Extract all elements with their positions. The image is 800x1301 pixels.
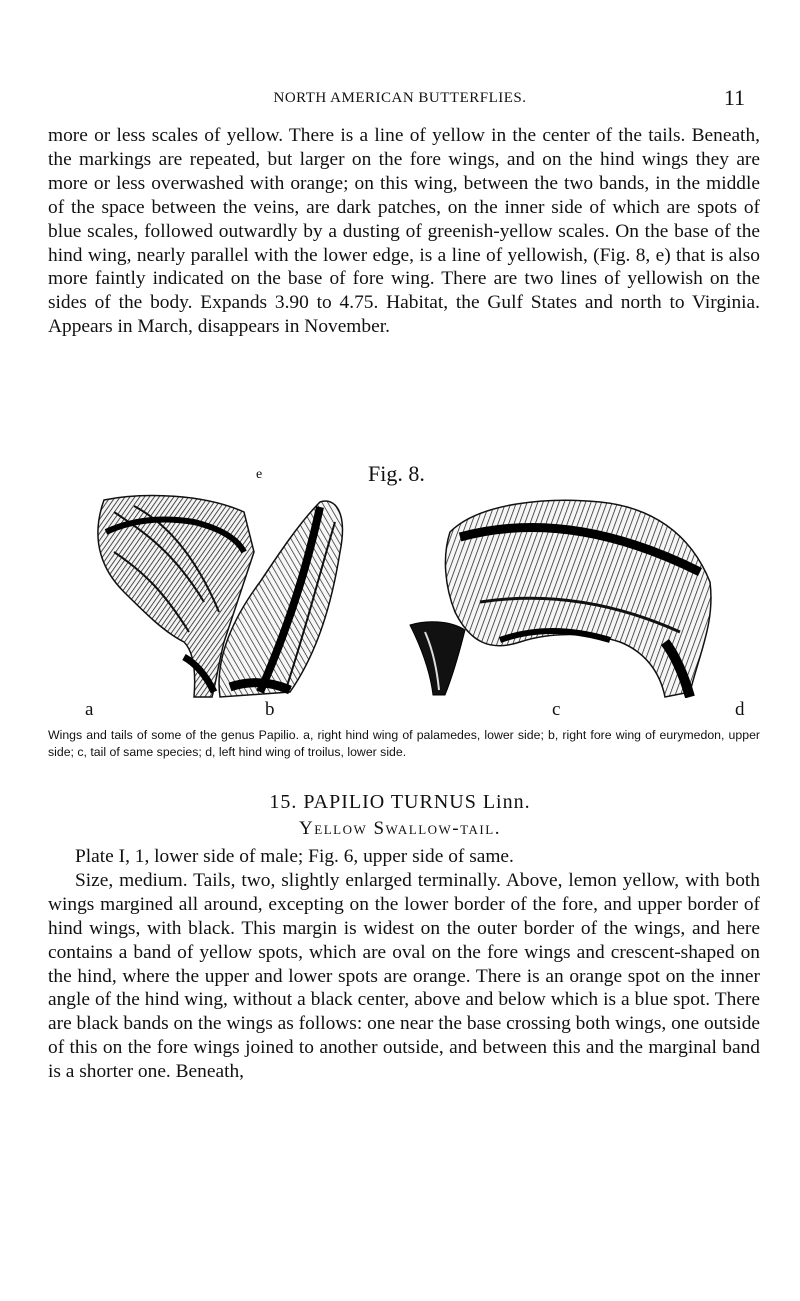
body-paragraph-1: more or less scales of yellow. There is a line of yellow in the center of the tails. Beneath, the markings are repeated, but larger on the fore wings, and on the hind wings they are more or less overwashed with orange; on this wing, between the two bands, in the middle of the space between the veins, are dark patches, on the inner side of which are spots of blue scales, followed outwardly by a dusting of greenish-yellow scales. On the base of the hind wing, nearly parallel with the lower edge, is a line of yellowish, (Fig. 8, e) that is also more faintly indicated on the base of fore wing. There are two lines of yellowish on the sides of the body. Expands 3.90 to 4.75. Habitat, the Gulf States and north to Virginia. Appears in March, disappears in November. (48, 125, 760, 338)
plate-reference: Plate I, 1, lower side of male; Fig. 6, upper side of same. (75, 846, 514, 867)
running-head-title: NORTH AMERICAN BUTTERFLIES. (273, 90, 527, 106)
page-number: 11 (723, 85, 745, 110)
figure-letter-d: d (735, 699, 745, 720)
figure-caption: Wings and tails of some of the genus Papilio. a, right hind wing of palamedes, lower side; b, right fore wing of eurymedon, upper side; c, tail of same species; d, left hind wing of troilus, lower side. (48, 728, 760, 759)
body-paragraph-2 (48, 845, 760, 1084)
figure-letter-c: c (552, 699, 561, 720)
figure-letter-a: a (85, 699, 94, 720)
running-head (0, 85, 800, 110)
figure-label: Fig. 8. (368, 461, 425, 486)
species-heading: 15. PAPILIO TURNUS Linn. (269, 791, 531, 813)
figure-e-marker: e (256, 467, 263, 482)
species-common-name: Yellow Swallow-tail. (299, 818, 501, 839)
species-description: Size, medium. Tails, two, slightly enlarged terminally. Above, lemon yellow, with both wings margined all around, excepting on the lower border of the fore, and upper border of hind wings, with black. This margin is widest on the outer border of the wings, and here contains a band of yellow spots, which are oval on the fore wings and crescent-shaped on the hind, where the upper and lower spots are orange. There is an orange spot on the inner angle of the hind wing, without a black center, above and below which is a blue spot. There are black bands on the wings as follows: one near the base crossing both wings, one outside of this on the fore wings joined to another outside, and between this and the marginal band is a shorter one. Beneath, (48, 869, 760, 1083)
wing-illustration-b (200, 492, 350, 698)
wing-illustration-d (440, 492, 718, 698)
figure-letter-b: b (265, 699, 275, 720)
